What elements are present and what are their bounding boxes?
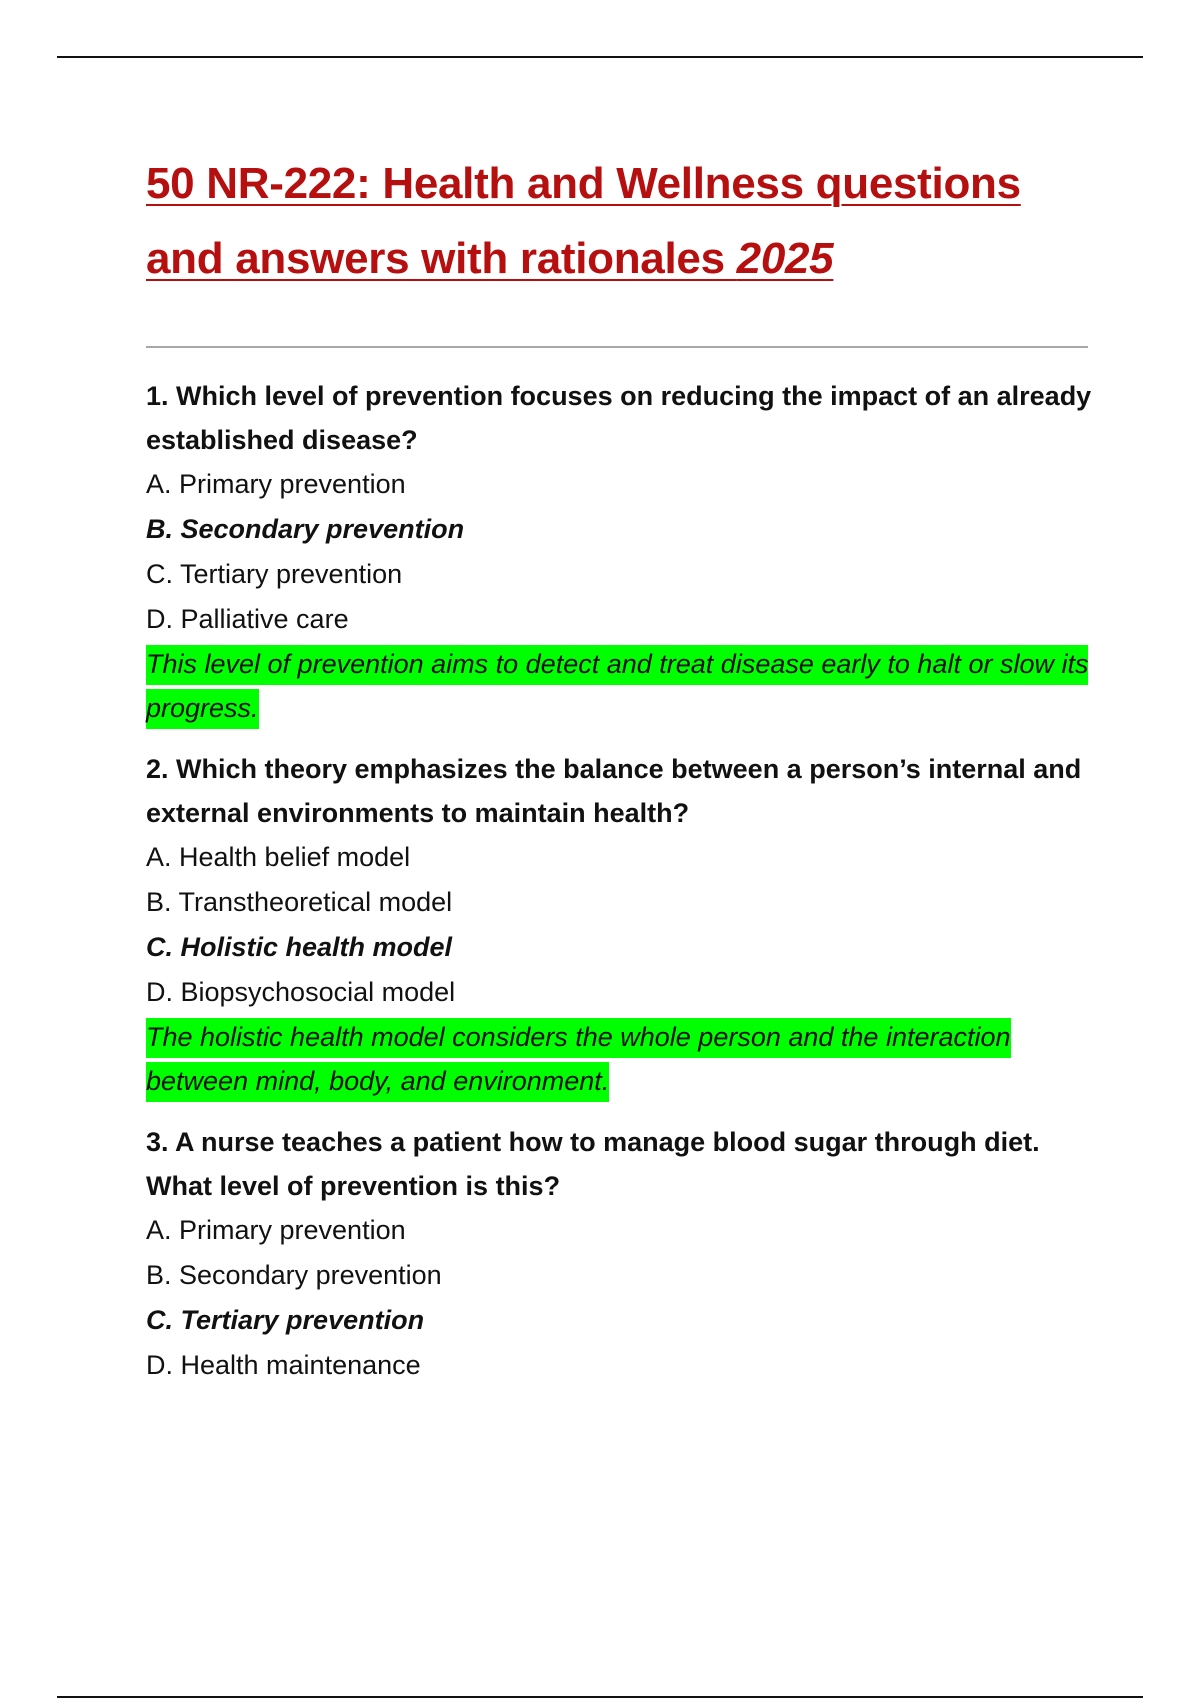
question-3-option-b: B. Secondary prevention [146, 1260, 442, 1290]
document-title-main: 50 NR-222: Health and Wellness questions and answers with rationales [146, 159, 1021, 283]
question-1-option-b-correct: B. Secondary prevention [146, 514, 465, 544]
question-1-rationale [146, 642, 1096, 730]
page-top-rule [57, 56, 1143, 58]
document-title [146, 146, 1106, 296]
question-2 [146, 747, 1096, 1103]
question-2-option-a: A. Health belief model [146, 842, 411, 872]
question-2-rationale [146, 1015, 1096, 1103]
question-3-option-c-correct: C. Tertiary prevention [146, 1305, 425, 1335]
question-3-text: 3. A nurse teaches a patient how to manage blood sugar through diet. What level of prevention is this? [146, 1127, 1040, 1201]
question-3-option-d: D. Health maintenance [146, 1350, 421, 1380]
question-1-text: 1. Which level of prevention focuses on reducing the impact of an already established disease? [146, 381, 1092, 455]
question-2-options [146, 835, 1096, 1015]
title-separator [146, 346, 1088, 348]
question-2-option-c-correct: C. Holistic health model [146, 932, 453, 962]
question-2-option-b: B. Transtheoretical model [146, 887, 453, 917]
question-3 [146, 1120, 1096, 1388]
question-1 [146, 374, 1096, 730]
question-1-option-a: A. Primary prevention [146, 469, 406, 499]
question-1-rationale-text: This level of prevention aims to detect and treat disease early to halt or slow its progress. [146, 645, 1088, 729]
question-3-options [146, 1208, 1096, 1388]
page-bottom-rule [57, 1696, 1143, 1698]
question-3-option-a: A. Primary prevention [146, 1215, 406, 1245]
question-1-options [146, 462, 1096, 642]
document-title-year: 2025 [736, 234, 834, 283]
question-1-option-c: C. Tertiary prevention [146, 559, 403, 589]
question-1-option-d: D. Palliative care [146, 604, 349, 634]
question-2-rationale-text: The holistic health model considers the whole person and the interaction between mind, body, and environment. [146, 1018, 1011, 1102]
question-2-option-d: D. Biopsychosocial model [146, 977, 456, 1007]
question-2-text: 2. Which theory emphasizes the balance between a person’s internal and external environments to maintain health? [146, 754, 1082, 828]
question-list [146, 374, 1096, 1405]
